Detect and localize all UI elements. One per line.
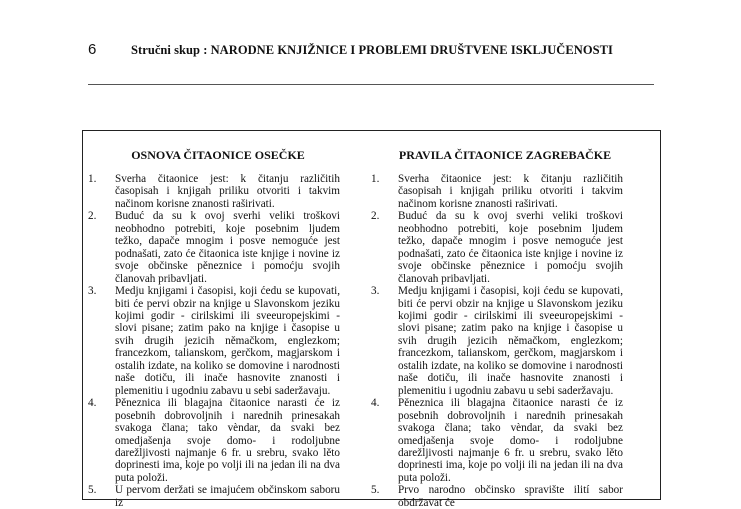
item-number: 1. bbox=[371, 173, 380, 185]
list-item bbox=[371, 210, 623, 285]
item-number: 4. bbox=[88, 397, 97, 410]
item-number: 5. bbox=[88, 484, 97, 497]
list-item bbox=[88, 397, 340, 484]
item-text: Medju knjigami i časopisi, koji ćedu se kupovati, biti će pervi obzir na knjige u Slavonskom jeziku kojimi godir - cirilskimi ili sveeuropejskimi - slovi pisane; zatim pako na knjige i časopise u svih drugih jezicih němačkom, englezkom; francezkom, talianskom, gerčkom, magjarskom i ostalih izdate, na koliko se domovine i narodnosti naše dotiču, ili inače hasnovite znanosti i plemenitiu i ugodniu zabavu u sebi saderžavaju. bbox=[115, 285, 340, 397]
list-item bbox=[371, 397, 623, 484]
right-column bbox=[371, 148, 623, 509]
item-text: Sverha čitaonice jest: k čitanju različitih časopisah i knjigah priliku otvoriti i takvim načinom korisne znanosti raširivati. bbox=[115, 173, 340, 210]
item-number: 3. bbox=[371, 285, 380, 298]
right-column-list bbox=[371, 173, 623, 509]
item-number: 2. bbox=[88, 210, 97, 223]
list-item bbox=[88, 210, 340, 285]
item-text: Buduć da su k ovoj sverhi veliki troškovi neobhodno potrebiti, koje posebnim ljudem težko, dapače mnogim i posve nemoguće jest podnašati, zato će čitaonica iste knjige i novine iz svoje občinske pěneznice i pomoćju svojih članovah pribavljati. bbox=[398, 210, 623, 285]
list-item bbox=[371, 173, 623, 210]
item-number: 3. bbox=[88, 285, 97, 298]
item-number: 1. bbox=[88, 173, 97, 185]
item-number: 2. bbox=[371, 210, 380, 223]
item-text: Prvo narodno občinsko spravište ilití sabor obdržavat će bbox=[398, 484, 623, 509]
header-rule bbox=[88, 84, 654, 85]
list-item bbox=[88, 173, 340, 210]
item-number: 5. bbox=[371, 484, 380, 497]
item-text: Sverha čitaonice jest: k čitanju različitih časopisah i knjigah priliku otvoriti i takvim načinom korisne znanosti raširivati. bbox=[398, 173, 623, 210]
list-item bbox=[371, 484, 623, 509]
item-number: 4. bbox=[371, 397, 380, 410]
list-item bbox=[88, 484, 340, 509]
item-text: Pěneznica ili blagajna čitaonice narasti će iz posebnih dobrovoljnih i narednih prinesakah svakoga člana; tako vèndar, da svaki bez omedjašenja svoje domo- i rodoljubne darežljivosti najmanje 6 fr. u srebru, svako lěto doprinesti ima, koje po volji ili na jedan ili na dva puta položi. bbox=[398, 397, 623, 484]
item-text: Pěneznica ili blagajna čitaonice narasti će iz posebnih dobrovoljnih i narednih prinesakah svakoga člana; tako vèndar, da svaki bez omedjašenja svoje domo- i rodoljubne darežljivosti najmanje 6 fr. u srebru, svako lěto doprinesti ima, koje po volji ili na jedan ili na dva puta položi. bbox=[115, 397, 340, 484]
item-text: Medju knjigami i časopisi, koji ćedu se kupovati, biti će pervi obzir na knjige u Slavonskom jeziku kojimi godir - cirilskimi ili sveeuropejskimi - slovi pisane; zatim pako na knjige i časopise u svih drugih jezicih němačkom, englezkom; francezkom, talianskom, gerčkom, magjarskom i ostalih izdate, na koliko se domovine i narodnosti naše dotiču, ili inače hasnovite znanosti i plemenitiu i ugodniu zabavu u sebi saderžavaju. bbox=[398, 285, 623, 397]
list-item bbox=[88, 285, 340, 397]
left-column bbox=[88, 148, 340, 509]
item-text: U pervom deržati se imajućem občinskom saboru iz bbox=[115, 484, 340, 509]
item-text: Buduć da su k ovoj sverhi veliki troškovi neobhodno potrebiti, koje posebnim ljudem težko, dapače mnogim i posve nemoguće jest podnašati, zato će čitaonica iste knjige i novine iz svoje občinske pěneznice i pomoćju svojih članovah pribavljati. bbox=[115, 210, 340, 285]
right-column-title: PRAVILA ČITAONICE ZAGREBAČKE bbox=[398, 148, 612, 162]
left-column-title: OSNOVA ČITAONICE OSEČKE bbox=[131, 148, 305, 162]
left-column-list bbox=[88, 173, 340, 509]
page-number: 6 bbox=[88, 41, 97, 58]
list-item bbox=[371, 285, 623, 397]
running-title: Stručni skup : NARODNE KNJIŽNICE I PROBLEMI DRUŠTVENE ISKLJUČENOSTI bbox=[131, 43, 613, 57]
